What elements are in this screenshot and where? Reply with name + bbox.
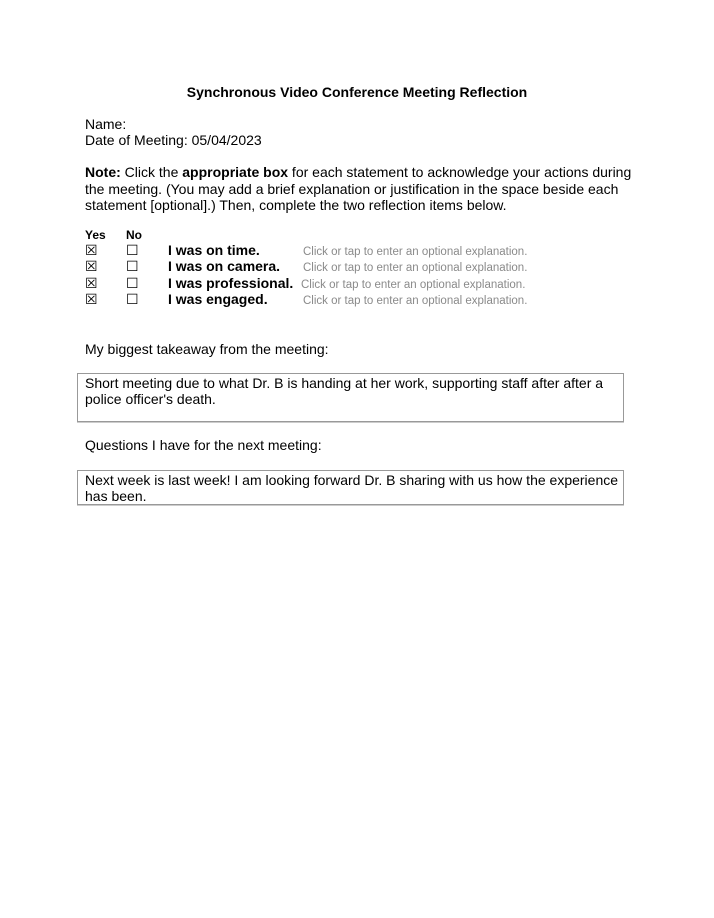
yes-checkbox[interactable]: ☒	[85, 276, 98, 292]
explanation-field[interactable]: Click or tap to enter an optional explanation.	[303, 262, 528, 274]
no-header: No	[126, 228, 142, 242]
yes-header: Yes	[85, 228, 106, 242]
note-text-1: Click the	[120, 164, 183, 180]
takeaway-textbox[interactable]: Short meeting due to what Dr. B is handing at her work, supporting staff after after a police officer's death.	[77, 373, 624, 422]
page-title: Synchronous Video Conference Meeting Reflection	[186, 84, 528, 100]
questions-textbox[interactable]: Next week is last week! I am looking forward Dr. B sharing with us how the experience has been.	[77, 470, 624, 505]
meeting-date: Date of Meeting: 05/04/2023	[85, 132, 262, 148]
checklist-row	[0, 276, 714, 293]
no-checkbox[interactable]: ☐	[126, 292, 139, 308]
no-checkbox[interactable]: ☐	[126, 259, 139, 275]
statement-label: I was on camera.	[168, 258, 281, 274]
name-label: Name:	[85, 116, 127, 132]
explanation-field[interactable]: Click or tap to enter an optional explanation.	[303, 295, 528, 307]
instructions-note	[85, 164, 645, 214]
checklist-row	[0, 292, 714, 309]
note-text-2: for each statement to acknowledge your actions during the meeting. (You may add a brief explanation or justification in the space beside each statement [optional].) Then, complete the two reflection items below.	[85, 164, 632, 213]
explanation-field[interactable]: Click or tap to enter an optional explanation.	[301, 279, 526, 291]
yes-checkbox[interactable]: ☒	[85, 243, 98, 259]
questions-label: Questions I have for the next meeting:	[85, 437, 322, 453]
note-bold: appropriate box	[182, 164, 289, 180]
statement-label: I was on time.	[168, 242, 260, 258]
explanation-field[interactable]: Click or tap to enter an optional explanation.	[303, 246, 528, 258]
no-checkbox[interactable]: ☐	[126, 276, 139, 292]
statement-label: I was professional.	[168, 275, 294, 291]
no-checkbox[interactable]: ☐	[126, 243, 139, 259]
takeaway-label: My biggest takeaway from the meeting:	[85, 341, 329, 357]
checklist-row	[0, 243, 714, 260]
yes-checkbox[interactable]: ☒	[85, 292, 98, 308]
note-label: Note:	[85, 164, 121, 180]
statement-label: I was engaged.	[168, 291, 268, 307]
checklist-row	[0, 259, 714, 276]
yes-checkbox[interactable]: ☒	[85, 259, 98, 275]
